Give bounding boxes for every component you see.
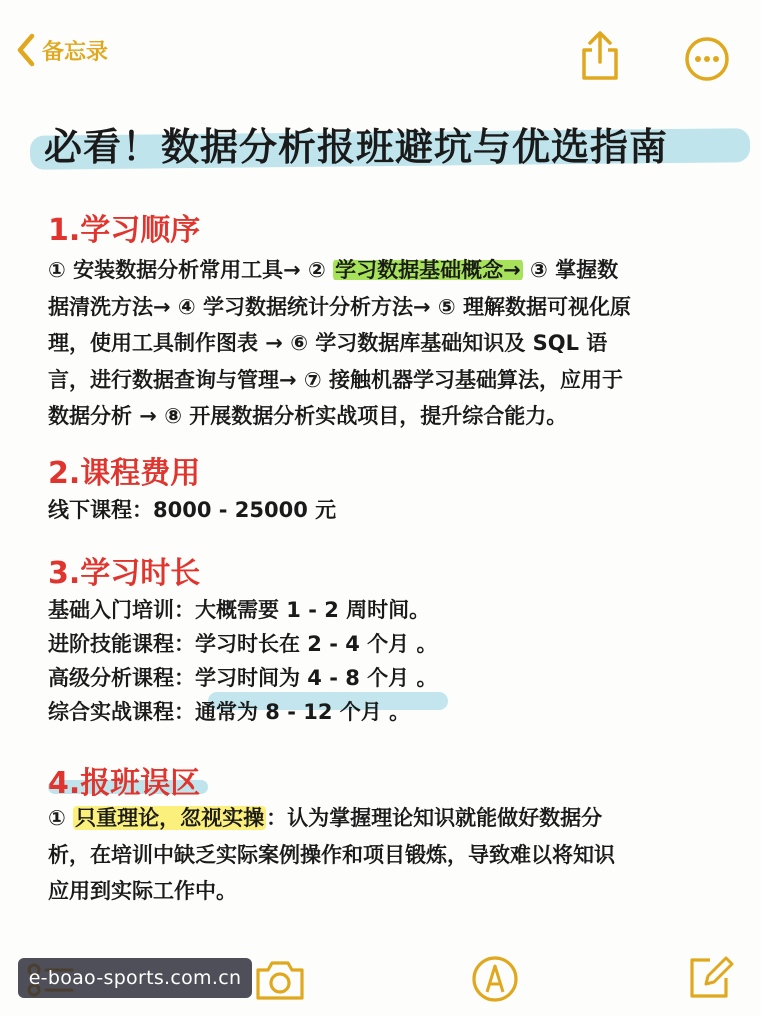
section-heading-3: 3.学习时长 [48, 556, 201, 591]
duration-line: 综合实战课程：通常为 8 - 12 个月 。 [48, 700, 411, 724]
share-icon[interactable] [578, 30, 622, 86]
body-line: 言，进行数据查询与管理→ ⑦ 接触机器学习基础算法，应用于 [48, 367, 623, 392]
body-line: 析，在培训中缺乏实际案例操作和项目锻炼，导致难以将知识 [48, 842, 615, 867]
compose-icon[interactable] [686, 954, 734, 1006]
yellow-highlight: 只重理论，忽视实操 [75, 806, 265, 830]
chevron-left-icon [14, 30, 38, 70]
course-fee-line: 线下课程：8000 - 25000 元 [48, 498, 337, 522]
duration-line: 基础入门培训：大概需要 1 - 2 周时间。 [48, 598, 431, 622]
section-body-1 [48, 252, 728, 435]
watermark: e-boao-sports.com.cn [18, 958, 252, 998]
body-line: 数据分析 → ⑧ 开展数据分析实战项目，提升综合能力。 [48, 404, 568, 428]
body-line: ① 安装数据分析常用工具→ ② 学习数据基础概念→ ③ 掌握数 [48, 258, 619, 282]
body-line: 应用到实际工作中。 [48, 879, 237, 903]
markup-pen-icon[interactable] [470, 954, 520, 1008]
body-line: 据清洗方法→ ④ 学习数据统计分析方法→ ⑤ 理解数据可视化原 [48, 294, 631, 319]
duration-line: 进阶技能课程：学习时长在 2 - 4 个月 。 [48, 632, 438, 656]
duration-line: 高级分析课程：学习时间为 4 - 8 个月 。 [48, 666, 438, 690]
body-line: ① 只重理论，忽视实操：认为掌握理论知识就能做好数据分 [48, 806, 603, 830]
section-body-4 [48, 800, 728, 910]
body-line: 理，使用工具制作图表 → ⑥ 学习数据库基础知识及 SQL 语 [48, 331, 608, 355]
section-heading-1: 1.学习顺序 [48, 213, 201, 248]
camera-icon[interactable] [254, 958, 306, 1006]
back-label: 备忘录 [42, 39, 109, 65]
section-heading-4: 4.报班误区 [48, 766, 201, 801]
back-button[interactable] [14, 30, 108, 70]
note-title: 必看！数据分析报班避坑与优选指南 [44, 125, 669, 169]
green-highlight: 学习数据基础概念→ [335, 258, 521, 282]
note-title-block [30, 112, 730, 174]
top-navigation-bar [0, 0, 761, 110]
more-icon[interactable] [684, 36, 730, 86]
section-heading-2: 2.课程费用 [48, 456, 201, 491]
